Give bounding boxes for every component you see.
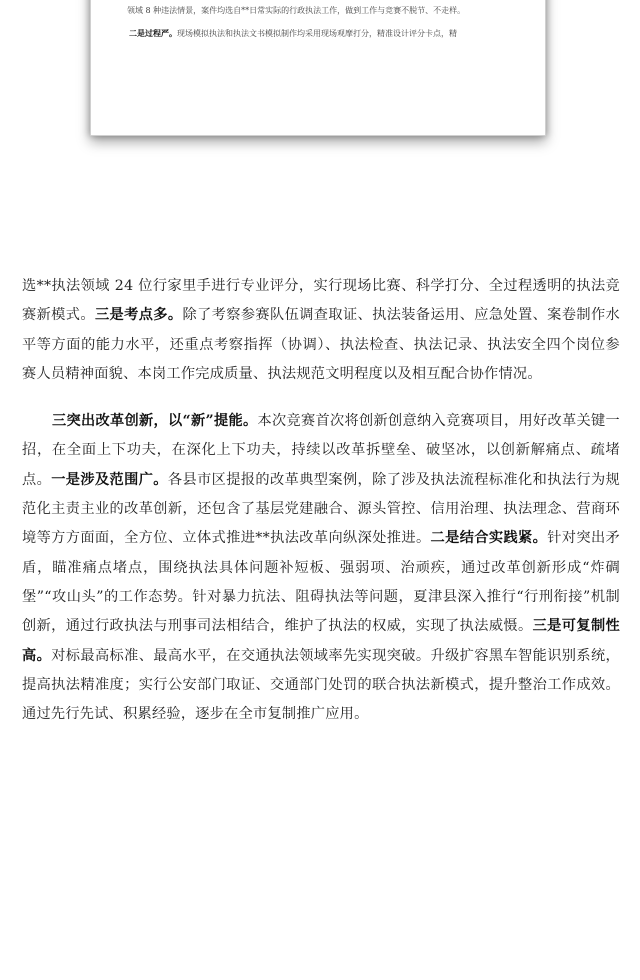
document-body (22, 272, 620, 729)
preview-text-line (127, 27, 513, 40)
point-heading-replicable: 三是可复制性高。 (22, 618, 620, 664)
preview-text-line (127, 5, 513, 17)
paragraph-text: 本次竞赛首次将创新创意纳入竞赛项目，用好改革关键一招，在全面上下功夫，在深化上下功夫，持续以改革拆壁垒、破坚冰，以创新解痛点、疏堵点。 (22, 413, 620, 488)
point-heading-practice: 二是结合实践紧。 (430, 530, 548, 547)
paragraph-text: 各县市区提报的改革典型案例，除了涉及执法流程标准化和执法行为规范化主责主业的改革创新，还包含了基层党建融合、源头管控、信用治理、执法理念、营商环境等方方面面，全方位、立体式推进**执法改革向纵深处推进。 (22, 471, 620, 547)
document-page-preview (90, 0, 546, 136)
paragraph-scoring (22, 272, 620, 389)
paragraph-text: 对标最高标准、最高水平，在交通执法领域率先实现突破。升级扩容黑车智能识别系统，提高执法精准度；实行公安部门取证、交通部门处罚的联合执法新模式，提升整治工作成效。通过先行先试、积累经验，逐步在全市复制推广应用。 (22, 647, 620, 723)
paragraph-reform-innovation (22, 407, 620, 729)
paragraph-text: 选**执法领域 24 位行家里手进行专业评分，实行现场比赛、科学打分、全过程透明的执法竞赛新模式。 (22, 278, 620, 324)
point-heading-exam-points: 三是考点多。 (94, 307, 183, 324)
preview-line-1: 领域 8 种违法情景，案件均选自**日常实际的行政执法工作，做到工作与竞赛不脱节、不走样。 (127, 6, 466, 15)
paragraph-text: 针对突出矛盾，瞄准痛点堵点，围绕执法具体问题补短板、强弱项、治顽疾，通过改革创新形成“炸碉堡”“攻山头”的工作态势。针对暴力抗法、阻碍执法等问题，夏津县深入推行“行刑衔接”机制创新，通过行政执法与刑事司法相结合，维护了执法的权威，实现了执法威慑。 (22, 530, 620, 635)
preview-line-2-text: 现场模拟执法和执法文书模拟制作均采用现场观摩打分，精准设计评分卡点，精 (177, 29, 457, 38)
section-heading-reform: 三突出改革创新，以“新”提能。 (52, 413, 258, 430)
point-heading-scope: 一是涉及范围广。 (51, 471, 168, 488)
paragraph-text: 除了考察参赛队伍调查取证、执法装备运用、应急处置、案卷制作水平等方面的能力水平，还重点考察指挥（协调）、执法检查、执法记录、执法安全四个岗位参赛人员精神面貌、本岗工作完成质量、执法规范文明程度以及相互配合协作情况。 (22, 307, 620, 382)
preview-line-2-heading: 二是过程严。 (129, 28, 177, 38)
